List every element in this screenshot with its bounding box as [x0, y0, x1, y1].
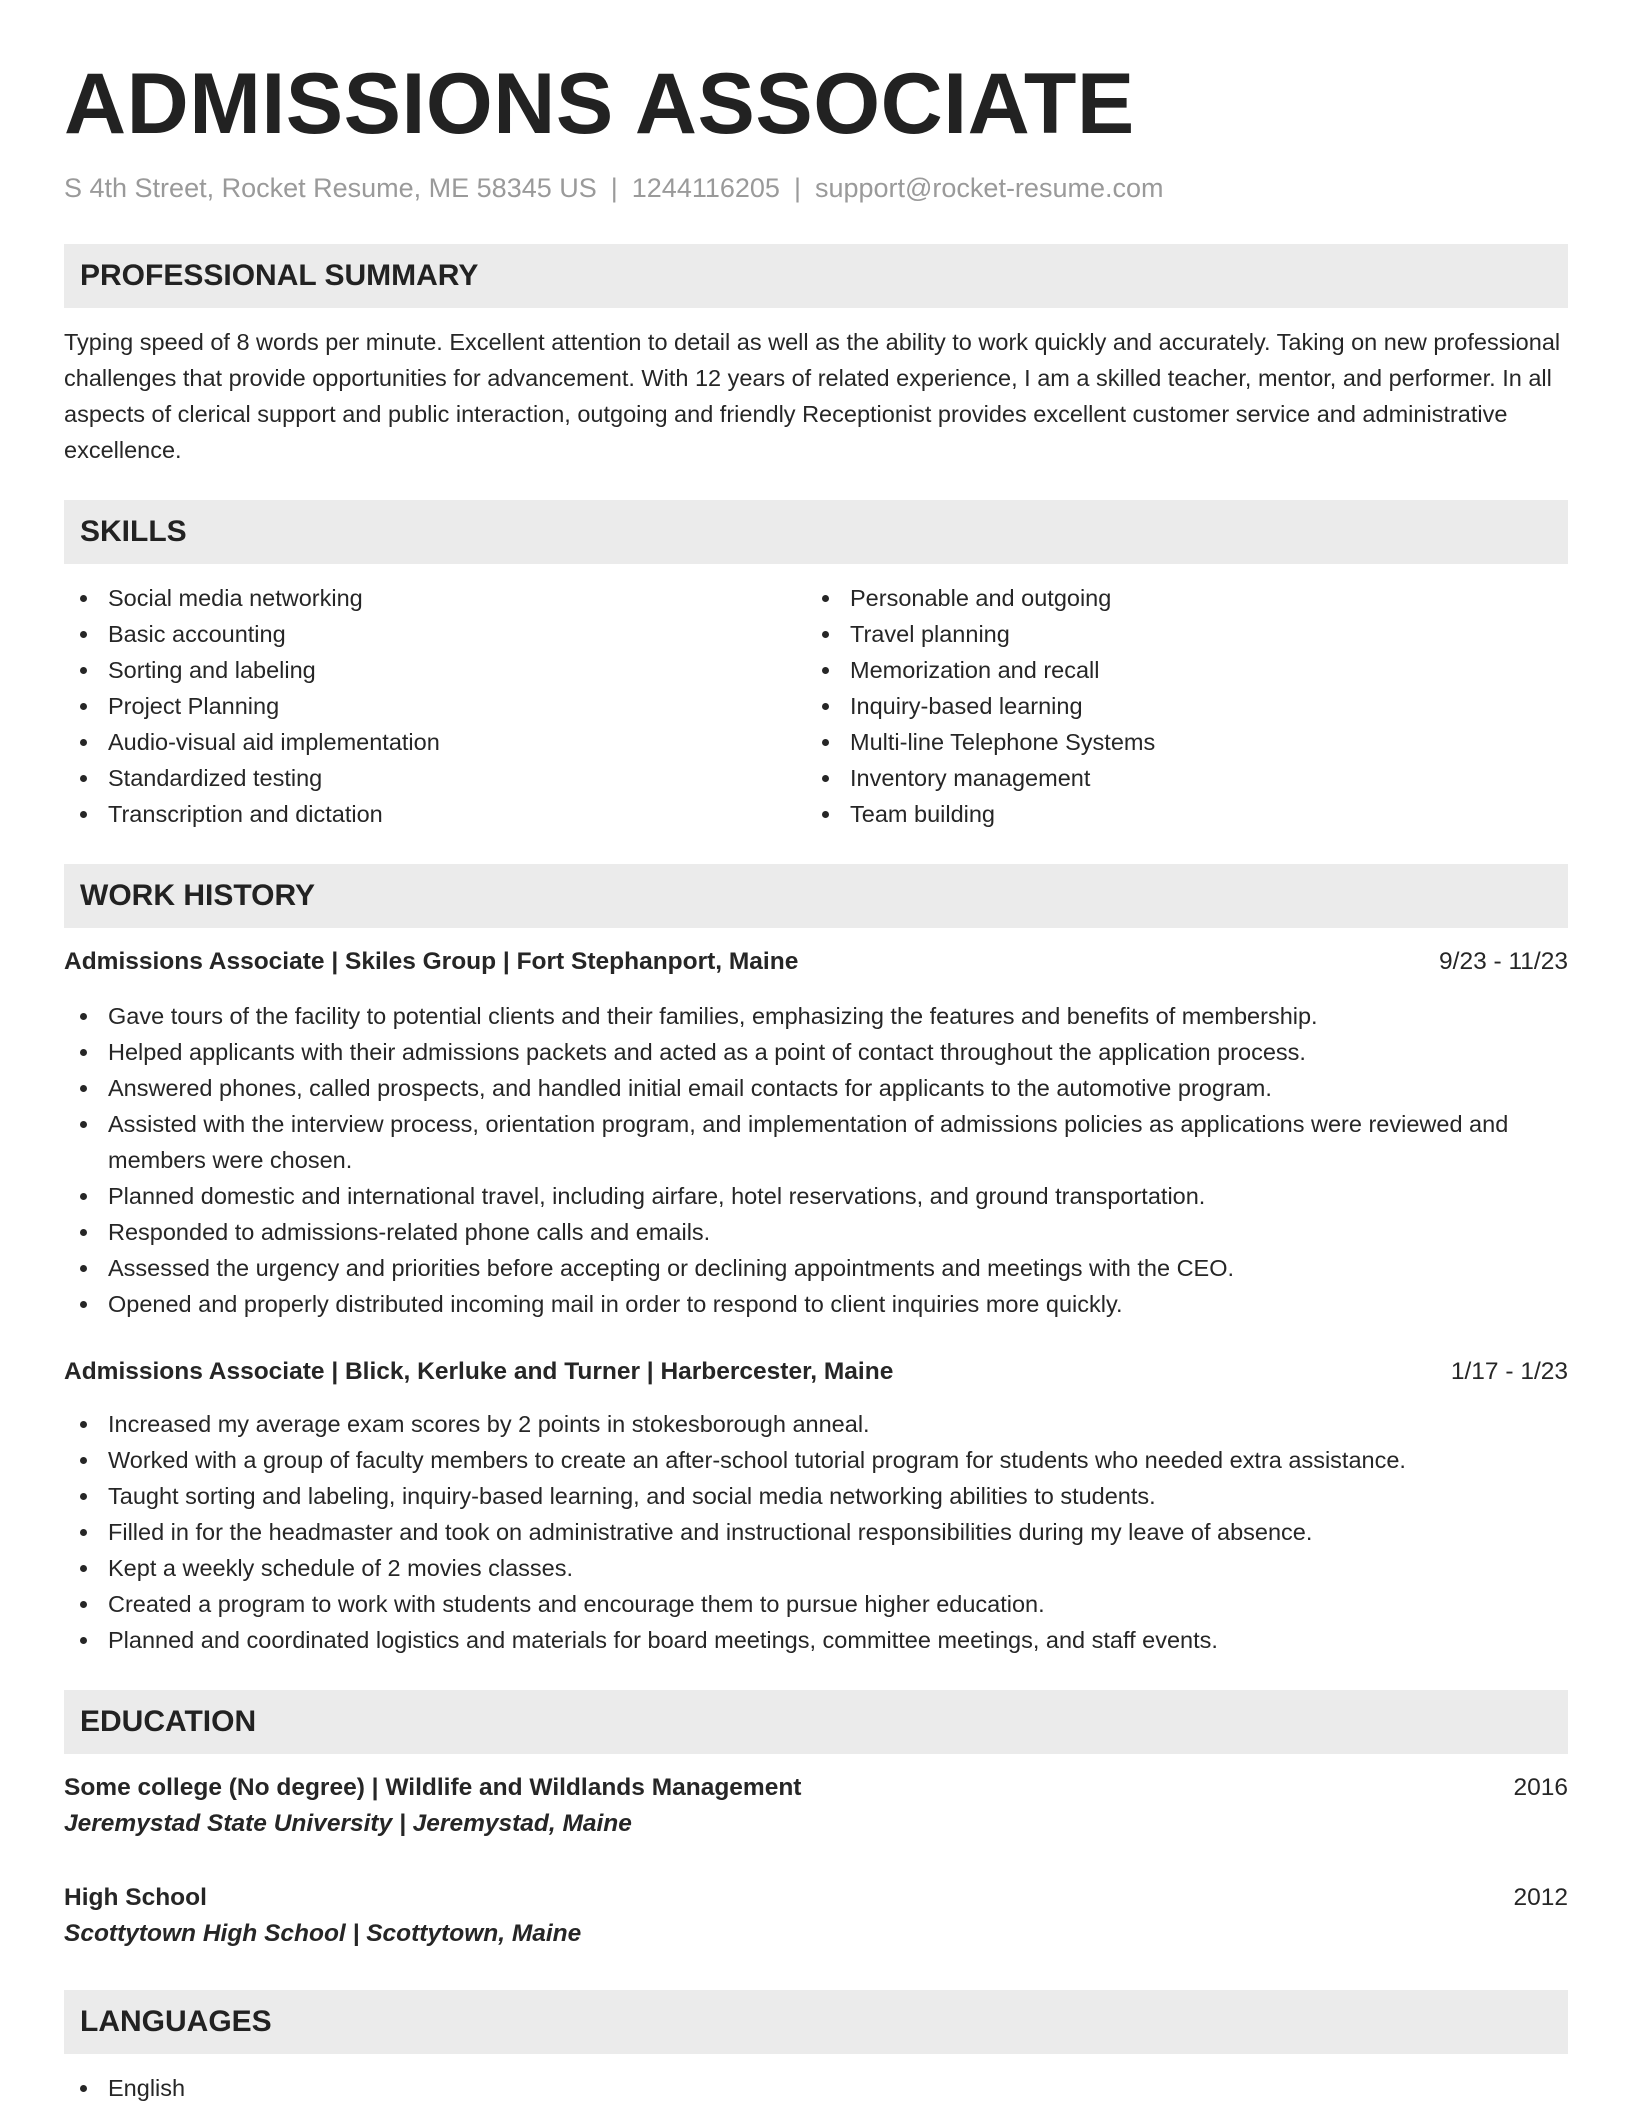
job-bullet: Filled in for the headmaster and took on administrative and instructional responsibilities during my leave of absence. — [64, 1514, 1568, 1550]
skill-item: Memorization and recall — [806, 652, 1548, 688]
skills-heading: SKILLS — [64, 500, 1568, 564]
skill-item: Standardized testing — [64, 760, 806, 796]
education-section — [64, 1690, 1568, 1952]
job-header — [64, 1354, 1568, 1390]
work-heading: WORK HISTORY — [64, 864, 1568, 928]
job-title: Admissions Associate | Blick, Kerluke and Turner | Harbercester, Maine — [64, 1358, 894, 1385]
work-section — [64, 864, 1568, 1658]
skill-item: Transcription and dictation — [64, 796, 806, 832]
education-entry — [64, 1770, 1568, 1842]
education-school: Scottytown High School | Scottytown, Maine — [64, 1920, 582, 1947]
job-bullets — [64, 998, 1568, 1322]
education-degree: Some college (No degree) | Wildlife and Wildlands Management — [64, 1774, 802, 1801]
languages-section — [64, 1990, 1568, 2106]
education-entry — [64, 1880, 1568, 1952]
job-bullet: Created a program to work with students and encourage them to pursue higher education. — [64, 1586, 1568, 1622]
job-bullet: Planned and coordinated logistics and materials for board meetings, committee meetings, and staff events. — [64, 1622, 1568, 1658]
skill-item: Personable and outgoing — [806, 580, 1548, 616]
skill-item: Project Planning — [64, 688, 806, 724]
job-entry — [64, 944, 1568, 1322]
job-entry — [64, 1354, 1568, 1658]
languages-list — [64, 2070, 1568, 2106]
job-bullet: Gave tours of the facility to potential clients and their families, emphasizing the features and benefits of membership. — [64, 998, 1568, 1034]
education-school: Jeremystad State University | Jeremystad, Maine — [64, 1810, 632, 1837]
job-bullet: Kept a weekly schedule of 2 movies classes. — [64, 1550, 1568, 1586]
education-year: 2012 — [1513, 1884, 1568, 1911]
contact-address: S 4th Street, Rocket Resume, ME 58345 US — [64, 173, 597, 203]
summary-heading: PROFESSIONAL SUMMARY — [64, 244, 1568, 308]
job-dates: 9/23 - 11/23 — [1439, 948, 1568, 975]
skill-item: Multi-line Telephone Systems — [806, 724, 1548, 760]
skills-right-column — [806, 580, 1548, 832]
contact-phone: 1244116205 — [631, 173, 780, 203]
skill-item: Basic accounting — [64, 616, 806, 652]
job-bullets — [64, 1406, 1568, 1658]
job-bullet: Responded to admissions-related phone calls and emails. — [64, 1214, 1568, 1250]
skills-section — [64, 500, 1568, 832]
contact-separator: | — [610, 173, 618, 203]
skill-item: Social media networking — [64, 580, 806, 616]
job-bullet: Opened and properly distributed incoming mail in order to respond to client inquiries more quickly. — [64, 1286, 1568, 1322]
education-degree: High School — [64, 1884, 207, 1911]
skills-left-column — [64, 580, 806, 832]
job-bullet: Taught sorting and labeling, inquiry-based learning, and social media networking abilities to students. — [64, 1478, 1568, 1514]
skill-item: Inquiry-based learning — [806, 688, 1548, 724]
job-bullet: Answered phones, called prospects, and handled initial email contacts for applicants to the automotive program. — [64, 1070, 1568, 1106]
job-bullet: Increased my average exam scores by 2 points in stokesborough anneal. — [64, 1406, 1568, 1442]
skills-grid — [64, 580, 1568, 832]
resume-page — [64, 52, 1568, 2106]
job-bullet: Helped applicants with their admissions packets and acted as a point of contact throughout the application process. — [64, 1034, 1568, 1070]
contact-separator: | — [793, 173, 801, 203]
job-bullet: Planned domestic and international travel, including airfare, hotel reservations, and ground transportation. — [64, 1178, 1568, 1214]
education-year: 2016 — [1513, 1774, 1568, 1801]
resume-name: ADMISSIONS ASSOCIATE — [64, 56, 1135, 152]
skill-item: Sorting and labeling — [64, 652, 806, 688]
languages-heading: LANGUAGES — [64, 1990, 1568, 2054]
summary-text: Typing speed of 8 words per minute. Excellent attention to detail as well as the ability to work quickly and accurately. Taking on new professional challenges that provide opportunities for advancement. With 12 years of related experience, I am a skilled teacher, mentor, and performer. In all aspects of clerical support and public interaction, outgoing and friendly Receptionist provides excellent customer service and administrative excellence. — [64, 329, 1561, 463]
education-heading: EDUCATION — [64, 1690, 1568, 1754]
contact-line — [64, 170, 1568, 206]
skill-item: Travel planning — [806, 616, 1548, 652]
job-title: Admissions Associate | Skiles Group | Fort Stephanport, Maine — [64, 948, 799, 975]
job-bullet: Assisted with the interview process, orientation program, and implementation of admissions policies as applications were reviewed and members were chosen. — [64, 1106, 1568, 1178]
summary-section — [64, 244, 1568, 468]
skill-item: Team building — [806, 796, 1548, 832]
skill-item: Audio-visual aid implementation — [64, 724, 806, 760]
job-bullet: Worked with a group of faculty members to create an after-school tutorial program for students who needed extra assistance. — [64, 1442, 1568, 1478]
job-header — [64, 944, 1568, 980]
job-bullet: Assessed the urgency and priorities before accepting or declining appointments and meetings with the CEO. — [64, 1250, 1568, 1286]
contact-email: support@rocket-resume.com — [814, 173, 1164, 203]
skill-item: Inventory management — [806, 760, 1548, 796]
language-item: English — [64, 2070, 1568, 2106]
education-header — [64, 1770, 1568, 1806]
job-dates: 1/17 - 1/23 — [1450, 1358, 1568, 1385]
education-header — [64, 1880, 1568, 1916]
